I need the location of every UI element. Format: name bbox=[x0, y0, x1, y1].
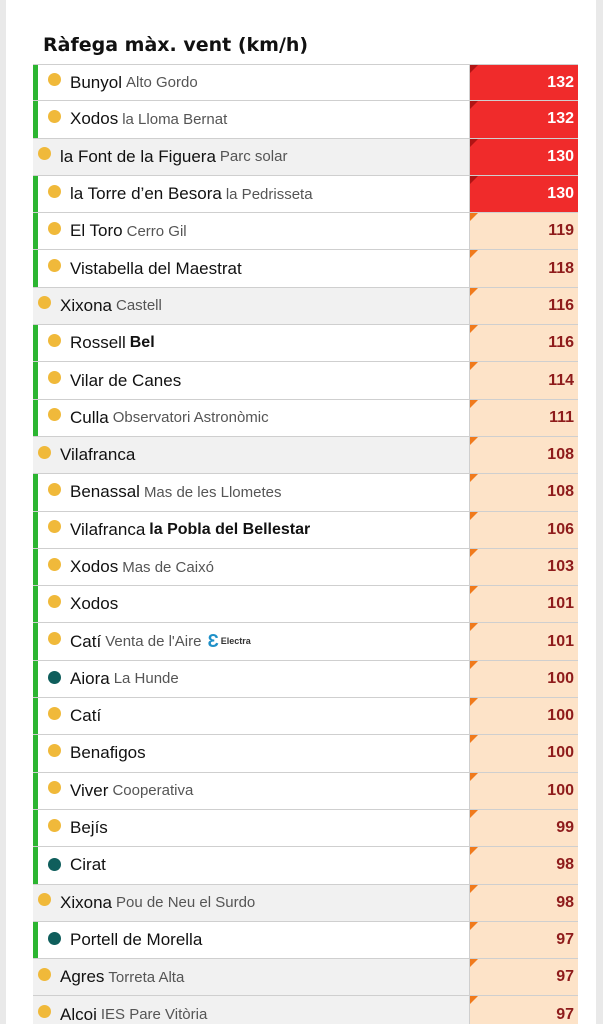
corner-marker-icon bbox=[470, 139, 478, 147]
table-row[interactable] bbox=[33, 698, 578, 735]
corner-marker-icon bbox=[470, 512, 478, 520]
electra-logo-text: Electra bbox=[220, 636, 251, 647]
station-place: Vilafranca bbox=[70, 519, 146, 539]
station-place: Catí bbox=[70, 706, 102, 726]
station-place: Xodos bbox=[70, 594, 119, 614]
station-name-cell bbox=[38, 512, 470, 548]
station-subname: IES Pare Vitòria bbox=[100, 1006, 208, 1024]
gust-value-cell bbox=[470, 623, 578, 659]
station-subname: Venta de l'Aire bbox=[105, 633, 202, 651]
gust-value-cell bbox=[470, 996, 578, 1024]
table-row[interactable] bbox=[33, 101, 578, 138]
gust-value: 132 bbox=[547, 110, 574, 128]
station-place: Vilar de Canes bbox=[70, 370, 182, 390]
gust-value: 101 bbox=[547, 632, 574, 650]
electra-logo-icon bbox=[207, 631, 250, 652]
station-place: Rossell bbox=[70, 333, 126, 353]
station-subname: Cerro Gil bbox=[126, 222, 187, 240]
table-row[interactable] bbox=[33, 64, 578, 101]
corner-marker-icon bbox=[470, 922, 478, 930]
station-subname: Torreta Alta bbox=[108, 968, 185, 986]
gust-value: 108 bbox=[547, 446, 574, 464]
table-row[interactable] bbox=[33, 623, 578, 660]
table-row[interactable] bbox=[33, 139, 578, 176]
station-name-cell bbox=[38, 213, 470, 249]
table-row[interactable] bbox=[33, 847, 578, 884]
yellow-dot-icon bbox=[48, 222, 61, 235]
gust-value: 119 bbox=[548, 222, 574, 240]
corner-marker-icon bbox=[470, 735, 478, 743]
station-name-cell bbox=[38, 661, 470, 697]
station-place: Xodos bbox=[70, 109, 119, 129]
corner-marker-icon bbox=[470, 325, 478, 333]
station-name-cell bbox=[38, 773, 470, 809]
gust-value: 97 bbox=[556, 1005, 574, 1023]
yellow-dot-icon bbox=[38, 296, 51, 309]
station-subname: Castell bbox=[115, 297, 162, 315]
gust-value: 101 bbox=[547, 595, 574, 613]
gust-value: 97 bbox=[556, 930, 574, 948]
table-row[interactable] bbox=[33, 959, 578, 996]
station-place: Aiora bbox=[70, 668, 110, 688]
station-place: Xixona bbox=[60, 892, 112, 912]
station-place: Cirat bbox=[70, 855, 106, 875]
yellow-dot-icon bbox=[48, 558, 61, 571]
corner-marker-icon bbox=[470, 400, 478, 408]
table-row[interactable] bbox=[33, 400, 578, 437]
gust-value-cell bbox=[470, 773, 578, 809]
station-name-cell bbox=[38, 810, 470, 846]
gust-value: 114 bbox=[548, 371, 574, 389]
corner-marker-icon bbox=[470, 213, 478, 221]
station-name-cell bbox=[38, 362, 470, 398]
gust-value-cell bbox=[470, 735, 578, 771]
gust-value-cell bbox=[470, 325, 578, 361]
corner-marker-icon bbox=[470, 362, 478, 370]
station-place: Xixona bbox=[60, 295, 112, 315]
yellow-dot-icon bbox=[38, 446, 51, 459]
station-place: Culla bbox=[70, 407, 109, 427]
gust-value-cell bbox=[470, 400, 578, 436]
yellow-dot-icon bbox=[48, 110, 61, 123]
table-row[interactable] bbox=[33, 474, 578, 511]
gust-value-cell bbox=[470, 65, 578, 100]
gust-value-cell bbox=[470, 698, 578, 734]
corner-marker-icon bbox=[470, 885, 478, 893]
gust-value-cell bbox=[470, 250, 578, 286]
corner-marker-icon bbox=[470, 847, 478, 855]
table-row[interactable] bbox=[33, 362, 578, 399]
corner-marker-icon bbox=[470, 810, 478, 818]
station-place: Portell de Morella bbox=[70, 929, 203, 949]
gust-value: 132 bbox=[547, 73, 574, 91]
teal-dot-icon bbox=[48, 858, 61, 871]
station-subname: la Pobla del Bellestar bbox=[149, 520, 311, 538]
corner-marker-icon bbox=[470, 250, 478, 258]
gust-value: 100 bbox=[547, 781, 574, 799]
station-subname: la Pedrisseta bbox=[225, 185, 313, 203]
station-place: la Torre d’en Besora bbox=[70, 184, 222, 204]
gust-value: 118 bbox=[548, 259, 574, 277]
station-name-cell bbox=[38, 586, 470, 622]
gust-value-cell bbox=[470, 362, 578, 398]
corner-marker-icon bbox=[470, 288, 478, 296]
station-place: Bejís bbox=[70, 818, 108, 838]
yellow-dot-icon bbox=[48, 334, 61, 347]
gust-value-cell bbox=[470, 959, 578, 995]
table-row[interactable] bbox=[33, 773, 578, 810]
table-row[interactable] bbox=[33, 735, 578, 772]
station-subname: Parc solar bbox=[219, 148, 288, 166]
corner-marker-icon bbox=[470, 101, 478, 109]
gust-value-cell bbox=[470, 213, 578, 249]
station-name-cell bbox=[33, 139, 470, 175]
gust-value-cell bbox=[470, 586, 578, 622]
station-name-cell bbox=[38, 474, 470, 510]
station-place: Xodos bbox=[70, 557, 119, 576]
station-name-cell bbox=[38, 250, 470, 286]
teal-dot-icon bbox=[48, 671, 61, 684]
gust-value: 100 bbox=[547, 707, 574, 725]
table-row[interactable] bbox=[33, 996, 578, 1024]
yellow-dot-icon bbox=[38, 893, 51, 906]
station-place: Viver bbox=[70, 780, 109, 800]
gust-value-cell bbox=[470, 661, 578, 697]
table-row[interactable] bbox=[33, 549, 578, 586]
gust-value: 111 bbox=[549, 408, 574, 426]
gust-value: 130 bbox=[547, 147, 574, 165]
station-place: Agres bbox=[60, 967, 105, 987]
yellow-dot-icon bbox=[48, 483, 61, 496]
gust-value-cell bbox=[470, 512, 578, 548]
station-subname: Mas de les Llometes bbox=[143, 483, 282, 501]
table-row[interactable] bbox=[33, 176, 578, 213]
table-row[interactable] bbox=[33, 661, 578, 698]
table-row[interactable] bbox=[33, 586, 578, 623]
station-name-cell bbox=[38, 549, 470, 585]
gust-value-cell bbox=[470, 437, 578, 473]
wind-gust-table bbox=[33, 64, 578, 1024]
station-name-cell bbox=[38, 176, 470, 212]
table-title: Ràfega màx. vent (km/h) bbox=[43, 34, 309, 56]
station-place: Benassal bbox=[70, 482, 140, 502]
gust-value: 108 bbox=[547, 483, 574, 501]
gust-value-cell bbox=[470, 474, 578, 510]
corner-marker-icon bbox=[470, 65, 478, 73]
station-name-cell bbox=[33, 437, 470, 473]
corner-marker-icon bbox=[470, 176, 478, 184]
gust-value-cell bbox=[470, 139, 578, 175]
gust-value: 97 bbox=[556, 968, 574, 986]
yellow-dot-icon bbox=[48, 744, 61, 757]
station-name-cell bbox=[33, 996, 470, 1024]
yellow-dot-icon bbox=[48, 520, 61, 533]
station-name-cell bbox=[38, 922, 470, 958]
station-subname: Alto Gordo bbox=[125, 74, 198, 92]
corner-marker-icon bbox=[470, 549, 478, 557]
station-place: El Toro bbox=[70, 221, 123, 241]
gust-value-cell bbox=[470, 176, 578, 212]
table-row[interactable] bbox=[33, 922, 578, 959]
station-name-cell bbox=[38, 65, 470, 100]
gust-value-cell bbox=[470, 810, 578, 846]
station-place: Catí bbox=[70, 631, 102, 651]
station-name-cell bbox=[38, 400, 470, 436]
yellow-dot-icon bbox=[48, 781, 61, 794]
corner-marker-icon bbox=[470, 586, 478, 594]
table-row[interactable] bbox=[33, 250, 578, 287]
station-place: Bunyol bbox=[70, 72, 122, 92]
table-row[interactable] bbox=[33, 213, 578, 250]
gust-value-cell bbox=[470, 847, 578, 883]
yellow-dot-icon bbox=[38, 147, 51, 160]
yellow-dot-icon bbox=[48, 408, 61, 421]
yellow-dot-icon bbox=[38, 1005, 51, 1018]
gust-value: 100 bbox=[547, 669, 574, 687]
station-subname: la Lloma Bernat bbox=[122, 110, 228, 128]
table-row[interactable] bbox=[33, 885, 578, 922]
station-place: Alcoi bbox=[60, 1004, 97, 1024]
station-name-cell bbox=[38, 101, 470, 137]
corner-marker-icon bbox=[470, 698, 478, 706]
yellow-dot-icon bbox=[48, 595, 61, 608]
yellow-dot-icon bbox=[48, 185, 61, 198]
station-subname: Observatori Astronòmic bbox=[112, 409, 269, 427]
station-place: Benafigos bbox=[70, 743, 146, 763]
corner-marker-icon bbox=[470, 959, 478, 967]
gust-value: 103 bbox=[547, 558, 574, 575]
station-place: la Font de la Figuera bbox=[60, 146, 216, 166]
station-name-cell bbox=[33, 288, 470, 324]
corner-marker-icon bbox=[470, 474, 478, 482]
station-subname: Pou de Neu el Surdo bbox=[115, 894, 256, 912]
station-name-cell bbox=[38, 847, 470, 883]
station-name-cell bbox=[38, 325, 470, 361]
gust-value: 116 bbox=[548, 334, 574, 352]
gust-value-cell bbox=[470, 288, 578, 324]
gust-value: 100 bbox=[547, 744, 574, 762]
station-place: Vistabella del Maestrat bbox=[70, 258, 242, 278]
table-row[interactable] bbox=[33, 810, 578, 847]
gust-value-cell bbox=[470, 922, 578, 958]
wind-gust-panel bbox=[6, 0, 596, 1024]
yellow-dot-icon bbox=[48, 371, 61, 384]
table-row[interactable] bbox=[33, 437, 578, 474]
yellow-dot-icon bbox=[48, 259, 61, 272]
yellow-dot-icon bbox=[48, 73, 61, 86]
station-subname: Bel bbox=[129, 334, 155, 352]
station-subname: La Hunde bbox=[113, 670, 179, 688]
gust-value-cell bbox=[470, 101, 578, 137]
table-row[interactable] bbox=[33, 325, 578, 362]
yellow-dot-icon bbox=[48, 632, 61, 645]
corner-marker-icon bbox=[470, 623, 478, 631]
teal-dot-icon bbox=[48, 932, 61, 945]
electra-mark-icon: Ɛ bbox=[207, 631, 219, 652]
station-name-cell bbox=[38, 698, 470, 734]
corner-marker-icon bbox=[470, 773, 478, 781]
corner-marker-icon bbox=[470, 996, 478, 1004]
gust-value: 106 bbox=[547, 520, 574, 538]
station-name-cell bbox=[33, 959, 470, 995]
yellow-dot-icon bbox=[48, 707, 61, 720]
gust-value: 116 bbox=[548, 296, 574, 314]
station-name-cell bbox=[33, 885, 470, 921]
station-name-cell bbox=[38, 735, 470, 771]
gust-value-cell bbox=[470, 885, 578, 921]
corner-marker-icon bbox=[470, 437, 478, 445]
gust-value: 98 bbox=[556, 856, 574, 874]
station-name-cell bbox=[38, 623, 470, 659]
gust-value: 98 bbox=[556, 893, 574, 911]
gust-value-cell bbox=[470, 549, 578, 585]
gust-value: 130 bbox=[547, 185, 574, 203]
table-row[interactable] bbox=[33, 512, 578, 549]
gust-value: 99 bbox=[556, 819, 574, 837]
corner-marker-icon bbox=[470, 661, 478, 669]
table-row[interactable] bbox=[33, 288, 578, 325]
station-subname: Cooperativa bbox=[112, 782, 194, 800]
station-place: Vilafranca bbox=[60, 445, 136, 465]
yellow-dot-icon bbox=[38, 968, 51, 981]
station-subname: Mas de Caixó bbox=[122, 558, 214, 576]
yellow-dot-icon bbox=[48, 819, 61, 832]
